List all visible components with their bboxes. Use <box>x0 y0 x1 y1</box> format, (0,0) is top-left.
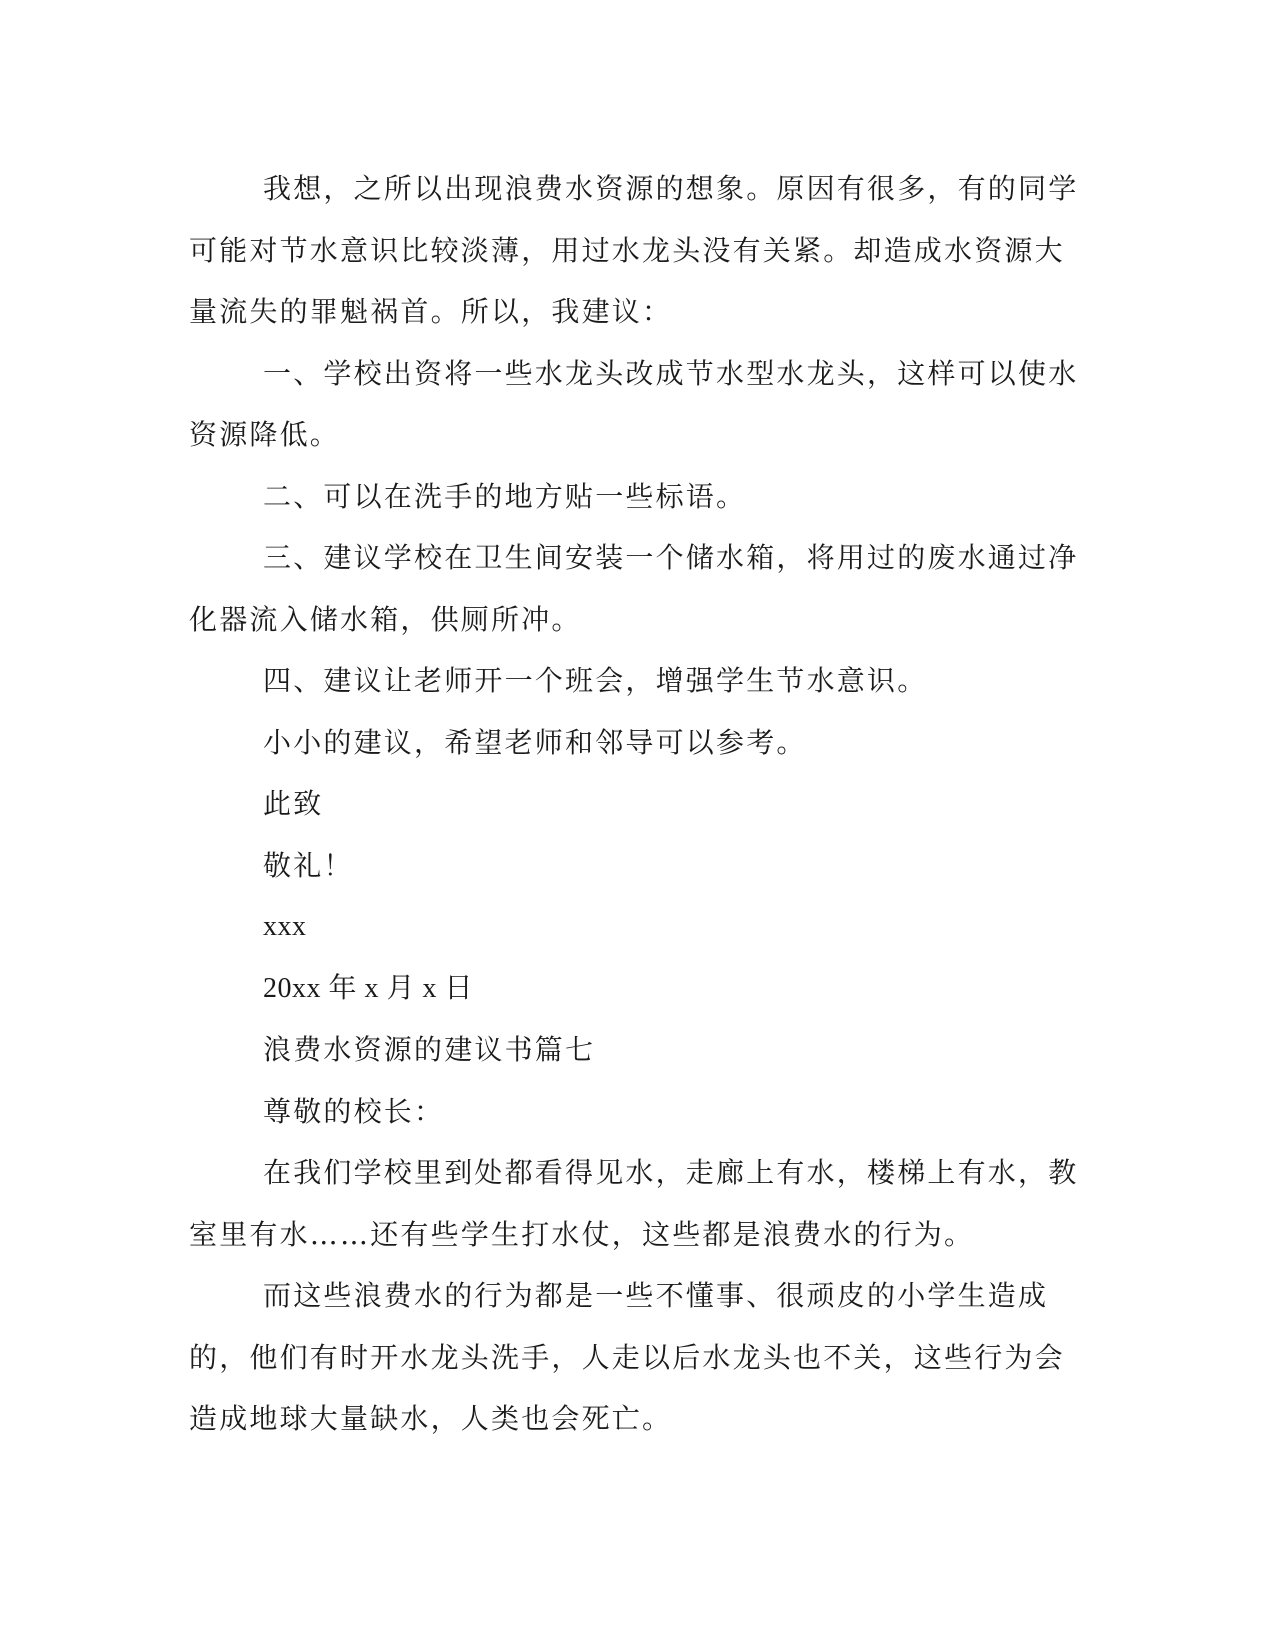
suggestion-four: 四、建议让老师开一个班会，增强学生节水意识。 <box>263 664 928 697</box>
salutation-jing-li: 敬礼！ <box>263 848 354 882</box>
suggestion-two: 二、可以在洗手的地方贴一些标语。 <box>263 479 747 513</box>
signature-date: 20xx 年 x 月 x 日 <box>263 972 474 1004</box>
suggestion-one: 一、学校出资将一些水龙头改成节水型水龙头，这样可以使水资源降低。 <box>189 356 1079 451</box>
section-heading: 浪费水资源的建议书篇七 <box>263 1033 596 1066</box>
paragraph-cause: 我想，之所以出现浪费水资源的想象。原因有很多，有的同学可能对节水意识比较淡薄，用过水龙头没有关紧。却造成水资源大量流失的罪魁祸首。所以，我建议： <box>189 172 1079 328</box>
signature-name: xxx <box>263 911 307 942</box>
closing-remark: 小小的建议，希望老师和邻导可以参考。 <box>263 725 807 759</box>
suggestion-three: 三、建议学校在卫生间安装一个储水箱，将用过的废水通过净化器流入储水箱，供厕所冲。 <box>189 541 1079 636</box>
paragraph-observation: 在我们学校里到处都看得见水，走廊上有水，楼梯上有水，教室里有水……还有些学生打水仗，这些都是浪费水的行为。 <box>189 1156 1079 1251</box>
paragraph-consequence: 而这些浪费水的行为都是一些不懂事、很顽皮的小学生造成的，他们有时开水龙头洗手，人走以后水龙头也不关，这些行为会造成地球大量缺水，人类也会死亡。 <box>189 1279 1065 1435</box>
salutation-ci-zhi: 此致 <box>263 787 324 820</box>
document-body <box>189 158 1079 1450</box>
letter-greeting: 尊敬的校长： <box>263 1094 445 1128</box>
